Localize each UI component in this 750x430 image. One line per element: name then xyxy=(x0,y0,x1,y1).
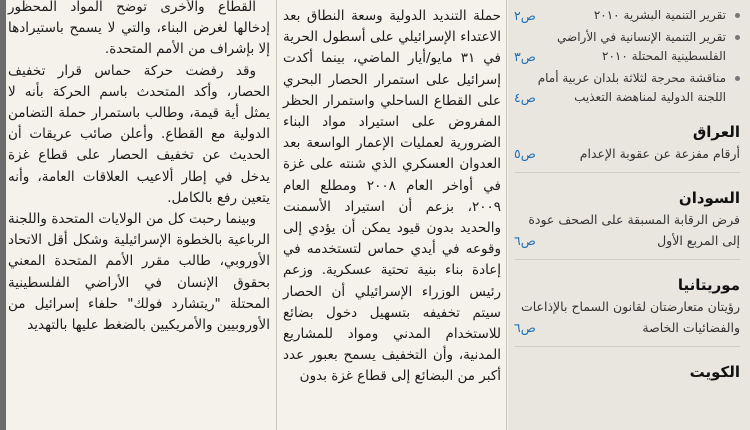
section-entry[interactable] xyxy=(514,209,740,251)
section-entry[interactable] xyxy=(514,143,740,164)
page-reference: ص٦ xyxy=(514,233,536,248)
section-divider xyxy=(514,346,740,347)
list-item-text: تقرير التنمية البشرية ٢٠١٠ xyxy=(593,8,726,22)
country-section-kuwait xyxy=(514,361,740,383)
middle-article-column xyxy=(283,6,501,388)
list-item[interactable] xyxy=(514,69,740,107)
section-entry[interactable] xyxy=(514,296,740,338)
country-section-iraq xyxy=(514,121,740,164)
country-heading: العراق xyxy=(692,123,740,141)
newsletter-page xyxy=(6,0,750,430)
page-reference: ص٥ xyxy=(514,146,536,161)
bullet-icon xyxy=(735,76,740,81)
country-heading: السودان xyxy=(678,189,740,207)
list-item-text: مناقشة محرجة لثلاثة بلدان عربية أمام اللجنة الدولية لمناهضة التعذيب xyxy=(537,71,726,104)
left-article-column xyxy=(8,0,270,336)
entry-text: أرقام مفزعة عن عقوبة الإعدام xyxy=(579,146,740,161)
list-item-text: تقرير التنمية الإنسانية في الأراضي الفلسطينية المحتلة ٢٠١٠ xyxy=(557,30,726,63)
bullet-icon xyxy=(735,35,740,40)
left-paragraph: القطاع والأخرى توضح المواد المحظور إدخالها لغرض البناء، والتي لا يسمح باستيرادها إلا بإشراف من الأمم المتحدة. xyxy=(8,0,270,58)
column-divider xyxy=(276,0,277,430)
left-paragraph: وقد رفضت حركة حماس قرار تخفيف الحصار، وأكد المتحدث باسم الحركة بأنه لا يمثل أية قيمة، وطالب باستمرار حملة التضامن الدولية مع القطاع. وأعلن صائب عريقات أن الحديث عن تخفيف الحصار على قطاع غزة يدخل في إطار ألاعيب العلاقات العامة، وأنه يتعين رفع بالكامل. xyxy=(8,62,270,206)
section-divider xyxy=(514,172,740,173)
entry-text: فرض الرقابة المسبقة على الصحف عودة إلى المربع الأول xyxy=(528,212,740,248)
column-divider xyxy=(506,0,507,430)
country-heading: موريتانيا xyxy=(677,276,740,294)
page-reference: ص٦ xyxy=(514,320,536,335)
country-section-sudan xyxy=(514,187,740,251)
list-item[interactable] xyxy=(514,28,740,66)
entry-text: رؤيتان متعارضتان لقانون السماح بالإذاعات والفضائيات الخاصة xyxy=(520,299,740,335)
list-item[interactable] xyxy=(514,6,740,25)
page-reference: ص٣ xyxy=(514,49,536,64)
page-reference: ص٢ xyxy=(514,8,536,23)
contents-sidebar xyxy=(508,0,750,430)
middle-paragraph: حملة التنديد الدولية وسعة النطاق بعد الاعتداء الإسرائيلي على أسطول الحرية في ٣١ مايو/أيار الماضي، بينما أكدت إسرائيل على استمرار الحصار البحري على القطاع الساحلي واستمرار الحظر المفروض على استيراد مواد البناء الضرورية لعمليات الإعمار الواسعة بعد العدوان العسكري الذي شنته على غزة في أواخر العام ٢٠٠٨ ومطلع العام ٢٠٠٩، بزعم أن استيراد الأسمنت والحديد بدون قيود يمكن أن يؤدي إلى وقوعه في أيدي حماس لتستخدمه في إعادة بناء بنية تحتية عسكرية. وزعم رئيس الوزراء الإسرائيلي أن الحصار سيتم تخفيفه بتسهيل دخول بضائع للاستخدام المدني ومواد للمشاريع المدنية، وأن التخفيف يسمح بعبور عدد أكبر من البضائع إلى قطاع غزة بدون xyxy=(283,8,501,385)
report-list xyxy=(514,6,740,107)
country-heading: الكويت xyxy=(689,363,740,381)
country-section-mauritania xyxy=(514,274,740,338)
section-divider xyxy=(514,259,740,260)
page-reference: ص٤ xyxy=(514,90,536,105)
left-paragraph: وبينما رحبت كل من الولايات المتحدة واللجنة الرباعية بالخطوة الإسرائيلية وشكل أقل الاتحاد الأوروبي، طالب مقرر الأمم المتحدة المعني بحقوق الإنسان في الأراضي الفلسطينية المحتلة "ريتشارد فولك" حلفاء إسرائيل من الأوروبيين والأمريكيين بالضغط عليها بالتهديد xyxy=(8,211,270,334)
bullet-icon xyxy=(735,13,740,18)
